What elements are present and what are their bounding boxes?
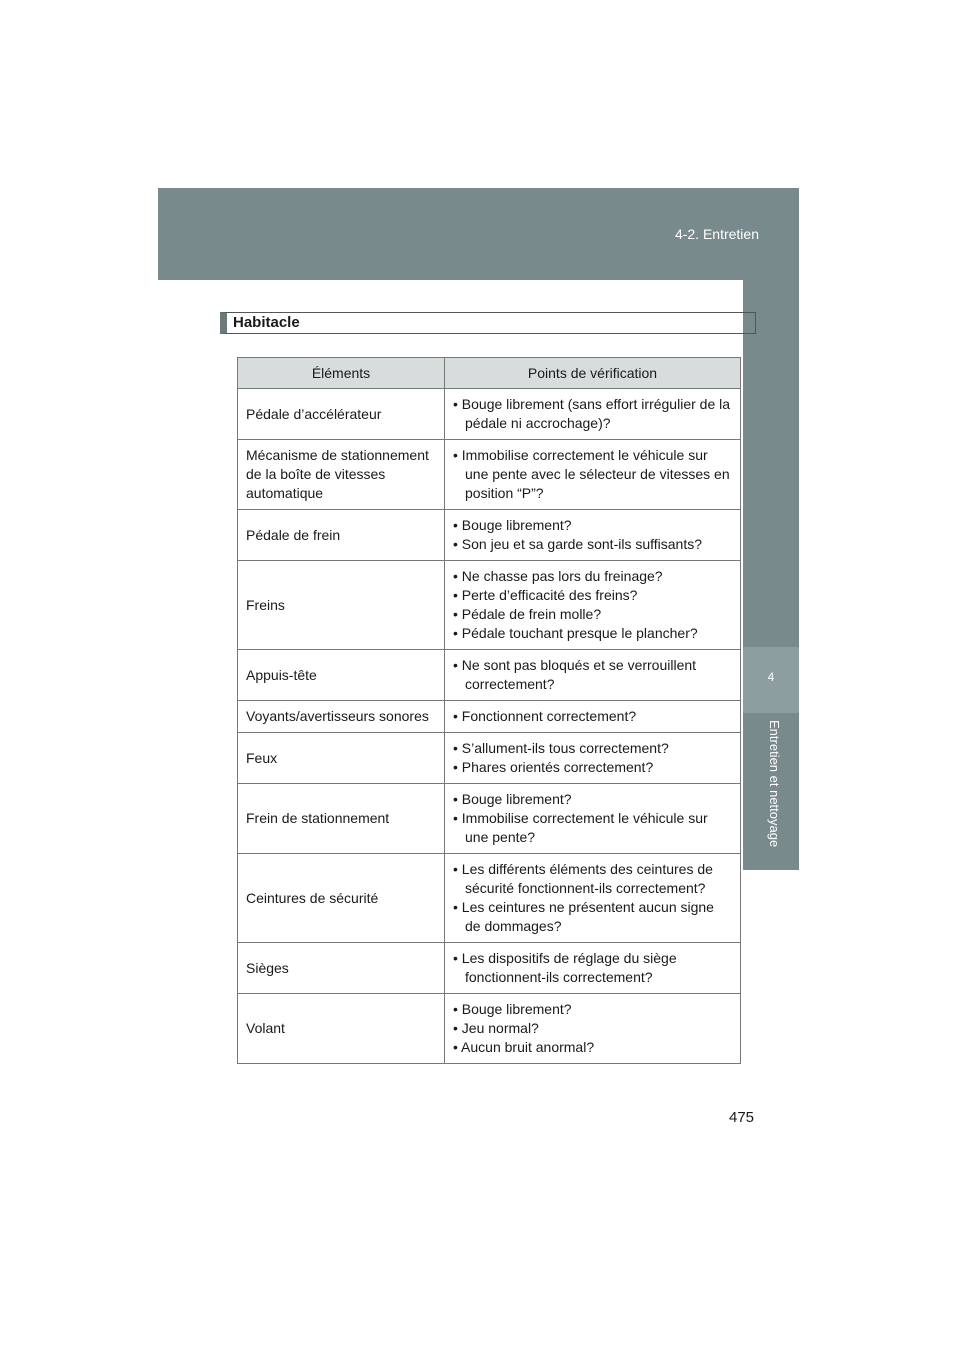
- row-item: Freins: [238, 561, 445, 650]
- row-item: Pédale d’accélérateur: [238, 389, 445, 440]
- check-point: • Les ceintures ne présentent aucun signe de dommages?: [453, 898, 732, 936]
- check-point-list: [453, 395, 732, 433]
- check-point: • S’allument-ils tous correctement?: [453, 739, 732, 758]
- table-header-row: [238, 358, 741, 389]
- section-label: 4-2. Entretien: [674, 226, 759, 242]
- check-point: • Aucun bruit anormal?: [453, 1038, 732, 1057]
- row-check-points: [445, 733, 741, 784]
- check-point: • Immobilise correctement le véhicule sur une pente avec le sélecteur de vitesses en position “P”?: [453, 446, 732, 503]
- row-check-points: [445, 440, 741, 510]
- check-point: • Immobilise correctement le véhicule sur une pente?: [453, 809, 732, 847]
- row-check-points: [445, 650, 741, 701]
- check-point-list: [453, 739, 732, 777]
- check-point-list: [453, 516, 732, 554]
- header-band: [158, 188, 799, 280]
- check-point: • Bouge librement?: [453, 516, 732, 535]
- table-row: [238, 854, 741, 943]
- check-point: • Bouge librement (sans effort irrégulier de la pédale ni accrochage)?: [453, 395, 732, 433]
- check-point-list: [453, 707, 732, 726]
- table-row: [238, 510, 741, 561]
- chapter-title: Entretien et nettoyage: [767, 720, 782, 848]
- check-point: • Pédale touchant presque le plancher?: [453, 624, 732, 643]
- chapter-side-tab: [743, 280, 799, 870]
- row-item: Ceintures de sécurité: [238, 854, 445, 943]
- row-check-points: [445, 701, 741, 733]
- check-point-list: [453, 790, 732, 847]
- chapter-number: 4: [767, 670, 775, 684]
- table-row: [238, 784, 741, 854]
- row-check-points: [445, 389, 741, 440]
- check-point-list: [453, 1000, 732, 1057]
- table-row: [238, 389, 741, 440]
- table-row: [238, 650, 741, 701]
- check-point: • Les différents éléments des ceintures de sécurité fonctionnent-ils correctement?: [453, 860, 732, 898]
- column-header-items: Éléments: [238, 358, 445, 389]
- check-point: • Son jeu et sa garde sont-ils suffisants?: [453, 535, 732, 554]
- check-point: • Fonctionnent correctement?: [453, 707, 732, 726]
- page-number: 475: [729, 1109, 755, 1126]
- inspection-table: [237, 357, 741, 1064]
- row-item: Mécanisme de stationnement de la boîte de vitesses automatique: [238, 440, 445, 510]
- row-check-points: [445, 561, 741, 650]
- check-point-list: [453, 949, 732, 987]
- row-check-points: [445, 784, 741, 854]
- row-item: Appuis-tête: [238, 650, 445, 701]
- column-header-points: Points de vérification: [445, 358, 741, 389]
- row-item: Voyants/avertisseurs sonores: [238, 701, 445, 733]
- check-point: • Bouge librement?: [453, 790, 732, 809]
- check-point: • Les dispositifs de réglage du siège fonctionnent-ils correctement?: [453, 949, 732, 987]
- check-point: • Perte d’efficacité des freins?: [453, 586, 732, 605]
- check-point: • Ne chasse pas lors du freinage?: [453, 567, 732, 586]
- table-row: [238, 943, 741, 994]
- row-item: Sièges: [238, 943, 445, 994]
- row-check-points: [445, 510, 741, 561]
- row-item: Frein de stationnement: [238, 784, 445, 854]
- check-point-list: [453, 567, 732, 643]
- row-check-points: [445, 994, 741, 1064]
- check-point: • Phares orientés correctement?: [453, 758, 732, 777]
- row-item: Volant: [238, 994, 445, 1064]
- table-body: [238, 389, 741, 1064]
- section-heading: Habitacle: [220, 312, 756, 334]
- check-point: • Bouge librement?: [453, 1000, 732, 1019]
- row-item: Feux: [238, 733, 445, 784]
- row-check-points: [445, 854, 741, 943]
- row-item: Pédale de frein: [238, 510, 445, 561]
- table-row: [238, 440, 741, 510]
- table-row: [238, 561, 741, 650]
- check-point: • Ne sont pas bloqués et se verrouillent correctement?: [453, 656, 732, 694]
- row-check-points: [445, 943, 741, 994]
- check-point: • Jeu normal?: [453, 1019, 732, 1038]
- check-point: • Pédale de frein molle?: [453, 605, 732, 624]
- check-point-list: [453, 446, 732, 503]
- check-point-list: [453, 860, 732, 936]
- table-row: [238, 701, 741, 733]
- table-row: [238, 994, 741, 1064]
- table-row: [238, 733, 741, 784]
- check-point-list: [453, 656, 732, 694]
